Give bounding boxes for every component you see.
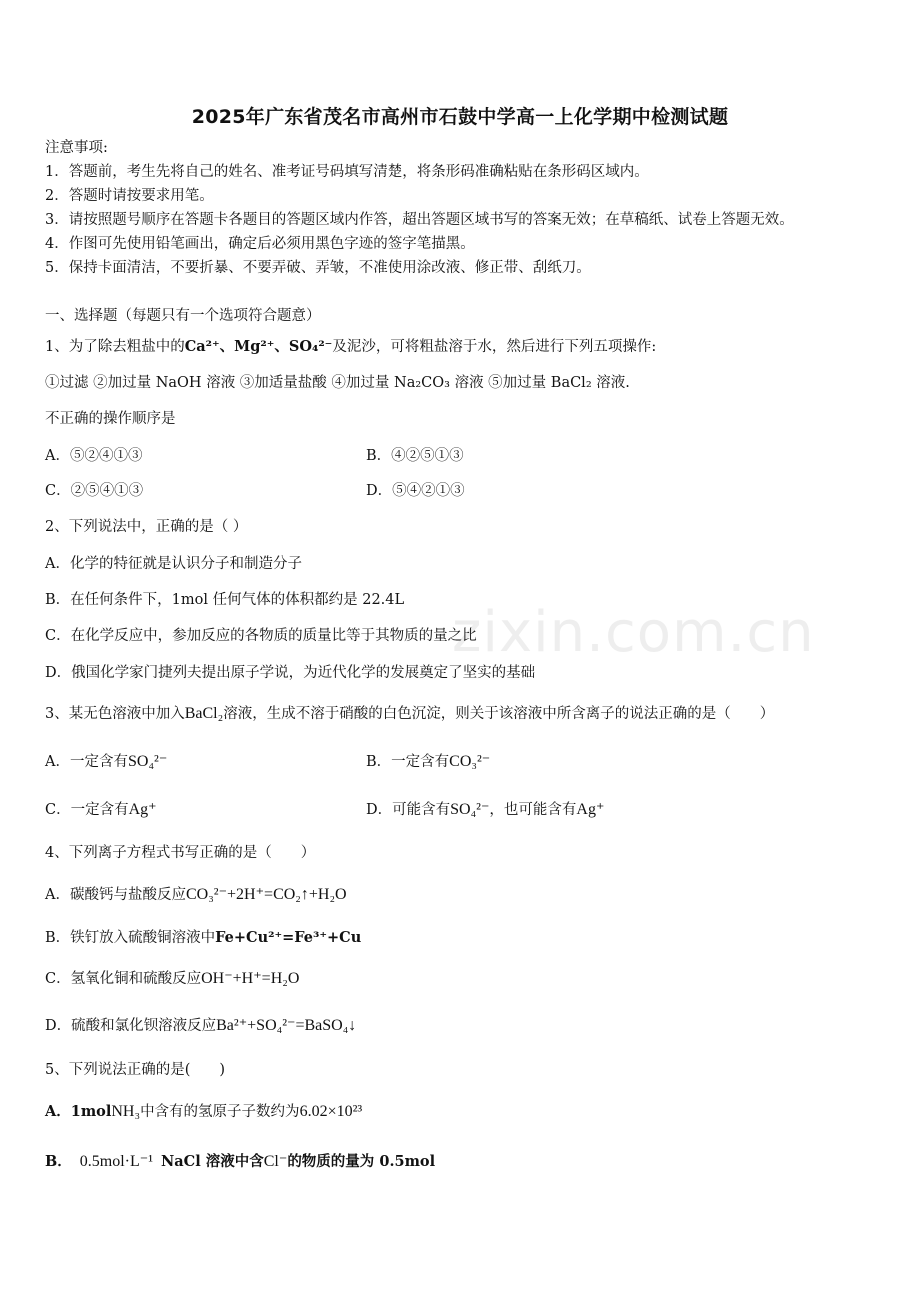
- notice-item: 2．答题时请按要求用笔。: [45, 188, 214, 204]
- notice-heading: 注意事项:: [45, 140, 108, 156]
- q5-option-a: [45, 1102, 362, 1122]
- q4-d-label: D．硫酸和氯化钡溶液反应: [45, 1018, 217, 1034]
- q4-option-d: [45, 1016, 356, 1036]
- question-1-operations: ①过滤 ②加过量 NaOH 溶液 ③加适量盐酸 ④加过量 Na₂CO₃ 溶液 ⑤加过量 BaCl₂ 溶液.: [45, 375, 630, 391]
- q2-option-c: C．在化学反应中，参加反应的各物质的质量比等于其物质的量之比: [45, 628, 477, 644]
- question-5-stem: 5、下列说法正确的是( ): [45, 1062, 226, 1078]
- q5-a-chem: NH₃: [111, 1103, 141, 1120]
- q3-d-tail: ，也可能含有: [489, 802, 577, 818]
- q1-ions: Ca²⁺、Mg²⁺、SO₄²⁻: [184, 338, 333, 355]
- q3-d-chem2: Ag⁺: [576, 801, 605, 818]
- q2-option-d: D．俄国化学家门捷列夫提出原子学说，为近代化学的发展奠定了坚实的基础: [45, 665, 536, 681]
- question-2-stem: 2、下列说法中，正确的是（ ）: [45, 519, 248, 535]
- q3-stem-a: 3、某无色溶液中加入: [45, 706, 185, 722]
- q3-d-chem: SO₄²⁻: [450, 801, 490, 818]
- q3-stem-chem: BaCl₂: [184, 705, 224, 722]
- q1-option-d: D．⑤④②①③: [366, 483, 465, 499]
- q4-c-label: C．氢氧化铜和硫酸反应: [45, 971, 202, 987]
- question-3-stem: [45, 704, 774, 724]
- q1-stem-b: 及泥沙，可将粗盐溶于水，然后进行下列五项操作:: [332, 339, 657, 355]
- q5-option-b: [45, 1152, 435, 1172]
- q3-d-label: D．可能含有: [366, 802, 451, 818]
- q3-c-label: C．一定含有: [45, 802, 129, 818]
- q1-option-b: B．④②⑤①③: [366, 448, 464, 464]
- notice-item: 4．作图可先使用铅笔画出，确定后必须用黑色字迹的签字笔描黑。: [45, 236, 475, 252]
- q4-option-b: [45, 928, 361, 948]
- q1-stem-a: 1、为了除去粗盐中的: [45, 339, 185, 355]
- q5-b-concentration: 0.5mol·L⁻¹: [79, 1153, 153, 1170]
- section-heading: 一、选择题（每题只有一个选项符合题意）: [45, 308, 321, 324]
- question-1-stem: [45, 337, 656, 357]
- question-1-ask: 不正确的操作顺序是: [45, 411, 176, 427]
- q2-option-a: A．化学的特征就是认识分子和制造分子: [45, 556, 302, 572]
- q3-a-chem: SO₄²⁻: [127, 753, 168, 770]
- q4-b-equation: Fe+Cu²⁺=Fe³⁺+Cu: [215, 929, 362, 946]
- notice-item: 5．保持卡面清洁，不要折暴、不要弄破、弄皱，不准使用涂改液、修正带、刮纸刀。: [45, 260, 591, 276]
- q3-a-label: A．一定含有: [45, 754, 128, 770]
- q4-b-label: B．铁钉放入硫酸铜溶液中: [45, 930, 216, 946]
- q5-b-tail: 的物质的量为 0.5mol: [287, 1153, 436, 1170]
- question-4-stem: 4、下列离子方程式书写正确的是（ ）: [45, 845, 316, 861]
- q3-option-d: [366, 800, 604, 820]
- q3-c-chem: Ag⁺: [128, 801, 157, 818]
- q5-b-mid: NaCl 溶液中含: [161, 1153, 264, 1170]
- q3-option-b: [366, 752, 490, 772]
- notice-item: 1．答题前，考生先将自己的姓名、准考证号码填写清楚，将条形码准确粘贴在条形码区域内。: [45, 164, 649, 180]
- q5-b-label: B．: [45, 1153, 72, 1170]
- q3-option-a: [45, 752, 167, 772]
- q5-a-mid: 中含有的氢原子子数约为: [140, 1104, 300, 1120]
- q4-option-c: [45, 969, 299, 989]
- q3-option-c: [45, 800, 157, 820]
- q4-a-equation: CO₃²⁻+2H⁺=CO₂↑+H₂O: [185, 886, 347, 903]
- q2-option-b: B．在任何条件下，1mol 任何气体的体积都约是 22.4L: [45, 592, 405, 608]
- q4-d-equation: Ba²⁺+SO₄²⁻=BaSO₄↓: [216, 1017, 357, 1034]
- q5-a-number: 6.02×10²³: [299, 1103, 363, 1120]
- watermark: zixin.com.cn: [452, 600, 815, 665]
- notice-item: 3．请按照题号顺序在答题卡各题目的答题区域内作答，超出答题区域书写的答案无效；在草稿纸、试卷上答题无效。: [45, 212, 794, 228]
- q3-b-chem: CO₃²⁻: [449, 753, 491, 770]
- q5-b-chem: Cl⁻: [263, 1153, 288, 1170]
- q3-b-label: B．一定含有: [366, 754, 450, 770]
- q4-c-equation: OH⁻+H⁺=H₂O: [201, 970, 300, 987]
- q4-a-label: A．碳酸钙与盐酸反应: [45, 887, 186, 903]
- page-title: 2025年广东省茂名市高州市石鼓中学高一上化学期中检测试题: [191, 106, 729, 128]
- q4-option-a: [45, 885, 347, 905]
- q5-a-label: A．1mol: [45, 1103, 112, 1120]
- q1-option-c: C．②⑤④①③: [45, 483, 144, 499]
- q1-option-a: A．⑤②④①③: [45, 448, 143, 464]
- q3-stem-b: 溶液，生成不溶于硝酸的白色沉淀，则关于该溶液中所含离子的说法正确的是（ ）: [223, 706, 775, 722]
